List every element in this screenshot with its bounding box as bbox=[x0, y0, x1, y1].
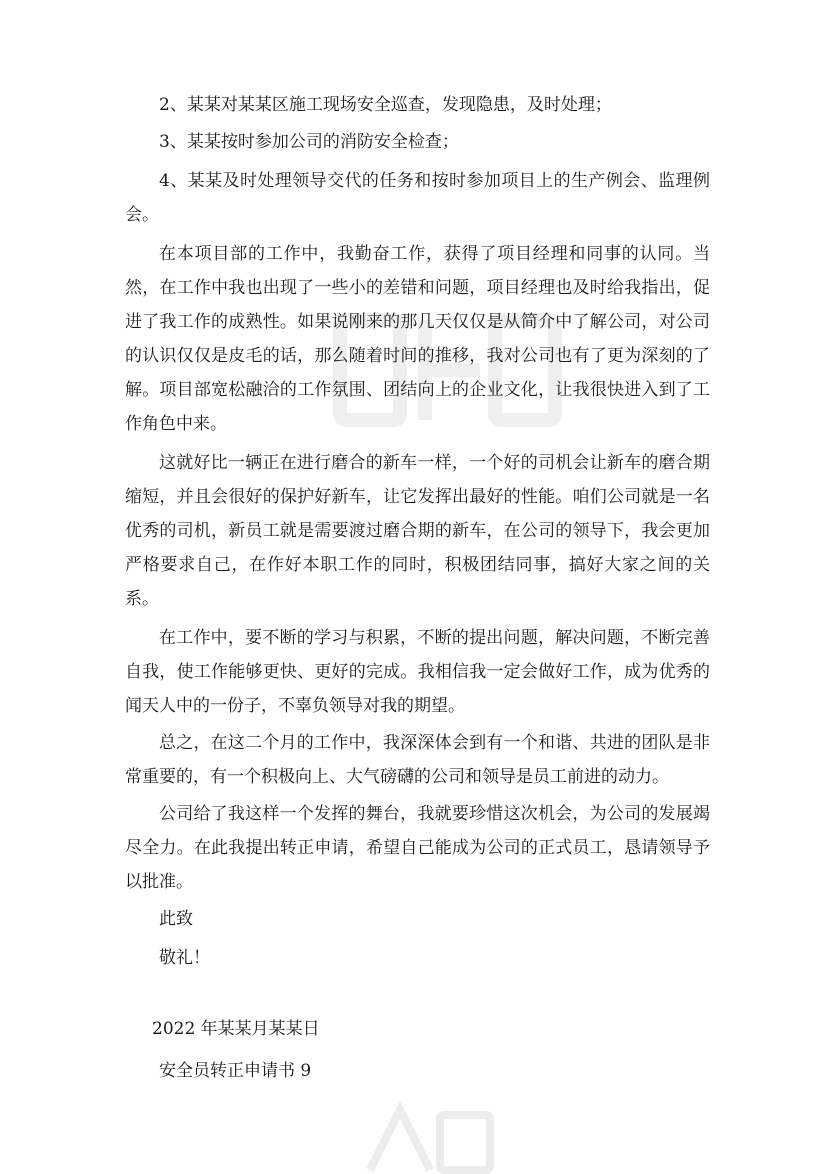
list-item: 2、某某对某某区施工现场安全巡查，发现隐患，及时处理； bbox=[159, 95, 612, 115]
list-item: 3、某某按时参加公司的消防安全检查； bbox=[159, 132, 459, 152]
body-paragraph: 总之，在这二个月的工作中，我深深体会到有一个和谐、共进的团队是非常重要的，有一个积极向上、大气磅礴的公司和领导是员工前进的动力。 bbox=[125, 733, 710, 787]
closing-regards: 敬礼！ bbox=[159, 948, 210, 968]
document-body bbox=[125, 88, 710, 1088]
closing-salutation: 此致 bbox=[159, 909, 193, 929]
watermark-stamp-icon bbox=[360, 1100, 500, 1174]
body-paragraph: 在工作中，要不断的学习与积累，不断的提出问题，解决问题，不断完善自我，使工作能够更快、更好的完成。我相信我一定会做好工作，成为优秀的闻天人中的一份子，不辜负领导对我的期望。 bbox=[125, 628, 710, 716]
signature-date: 2022 年某某月某某日 bbox=[152, 1019, 320, 1039]
list-item: 4、某某及时处理领导交代的任务和按时参加项目上的生产例会、监理例会。 bbox=[125, 171, 710, 225]
body-paragraph: 公司给了我这样一个发挥的舞台，我就要珍惜这次机会，为公司的发展竭尽全力。在此我提出转正申请，希望自己能成为公司的正式员工，恳请领导予以批准。 bbox=[125, 804, 710, 892]
body-paragraph: 这就好比一辆正在进行磨合的新车一样，一个好的司机会让新车的磨合期缩短，并且会很好的保护好新车，让它发挥出最好的性能。咱们公司就是一名优秀的司机，新员工就是需要渡过磨合期的新车，在公司的领导下，我会更加严格要求自己，在作好本职工作的同时，积极团结同事，搞好大家之间的关系。 bbox=[125, 453, 710, 609]
body-paragraph: 在本项目部的工作中，我勤奋工作，获得了项目经理和同事的认同。当然，在工作中我也出现了一些小的差错和问题，项目经理也及时给我指出，促进了我工作的成熟性。如果说刚来的那几天仅仅是从简介中了解公司，对公司的认识仅仅是皮毛的话，那么随着时间的推移，我对公司也有了更为深刻的了解。项目部宽松融洽的工作氛围、团结向上的企业文化，让我很快进入到了工作角色中来。 bbox=[125, 244, 710, 434]
next-section-title: 安全员转正申请书 9 bbox=[159, 1061, 312, 1081]
